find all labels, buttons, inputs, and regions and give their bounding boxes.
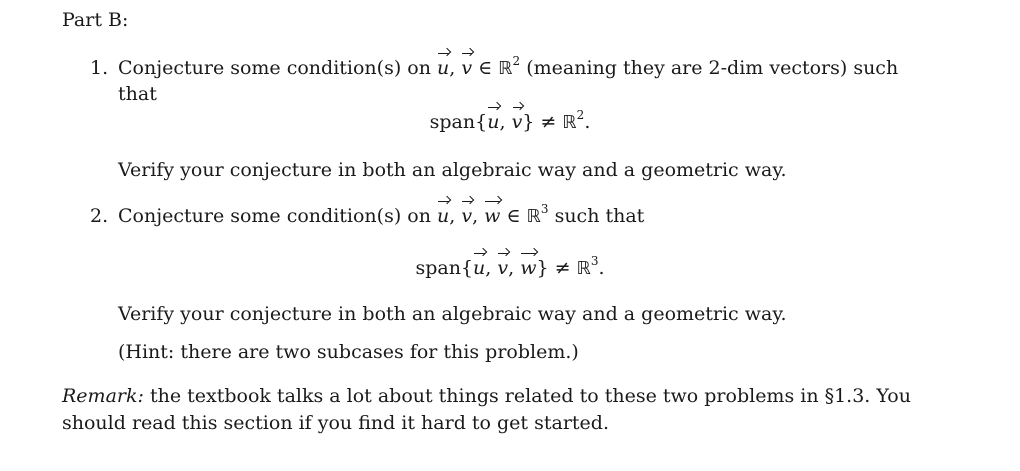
item-2-text-a: Conjecture some condition(s) on — [118, 205, 431, 227]
item-1-question-line-1: Conjecture some condition(s) on u, v ∈ ℝ$^2$ (meaning they are 2-dim vectors) such — [118, 53, 899, 79]
remark-line-1 — [62, 384, 911, 408]
vector-u: u — [437, 205, 450, 227]
vector-u: u — [487, 111, 500, 133]
vector-w: w — [484, 205, 501, 227]
item-1-equation: span{u, v} ≠ ℝ$^2$. — [429, 107, 591, 133]
real-space-symbol: ℝ — [562, 112, 577, 133]
span-text: span{ — [415, 257, 474, 279]
item-2-verify-text: Verify your conjecture in both an algebraic way and a geometric way. — [118, 303, 787, 325]
real-space-symbol: ℝ — [576, 258, 591, 279]
item-1-verify-text: Verify your conjecture in both an algebraic way and a geometric way. — [118, 159, 787, 181]
item-2-text-b: such that — [554, 205, 645, 227]
vector-u: u — [437, 57, 450, 79]
real-space-symbol: ℝ — [498, 58, 513, 79]
vector-v: v — [511, 111, 523, 133]
part-title: Part B: — [62, 9, 129, 31]
item-1-text-a: Conjecture some condition(s) on — [118, 57, 431, 79]
real-space-symbol: ℝ — [526, 206, 541, 227]
dimension-superscript: 2 — [576, 107, 585, 122]
item-1-number: 1. — [90, 57, 109, 79]
vector-v: v — [461, 57, 473, 79]
span-text: span{ — [429, 111, 488, 133]
vector-u: u — [473, 257, 486, 279]
remark-text-1: the textbook talks a lot about things related to these two problems in §1.3. You — [149, 385, 911, 407]
not-equal-text: } ≠ — [522, 111, 557, 133]
not-equal-text: } ≠ — [536, 257, 571, 279]
dimension-superscript: 2 — [512, 53, 521, 68]
item-2-equation: span{u, v, w} ≠ ℝ$^3$. — [415, 253, 605, 279]
element-of-symbol: ∈ — [478, 57, 493, 79]
remark-label: Remark: — [62, 385, 144, 407]
vector-w: w — [520, 257, 537, 279]
element-of-symbol: ∈ — [506, 205, 521, 227]
remark-line-2: should read this section if you find it hard to get started. — [62, 412, 609, 434]
item-2-question-line-1: Conjecture some condition(s) on u, v, w ∈ ℝ$^3$ such that — [118, 201, 645, 227]
vector-v: v — [461, 205, 473, 227]
item-2-number: 2. — [90, 205, 109, 227]
period: . — [598, 257, 605, 279]
dimension-superscript: 3 — [540, 201, 549, 216]
item-1-text-b: (meaning they are 2-dim vectors) such — [526, 57, 899, 79]
item-1-question-line-2: that — [118, 83, 157, 105]
item-2-hint-text: (Hint: there are two subcases for this problem.) — [118, 341, 579, 363]
dimension-superscript: 3 — [590, 253, 599, 268]
vector-v: v — [497, 257, 509, 279]
period: . — [584, 111, 591, 133]
